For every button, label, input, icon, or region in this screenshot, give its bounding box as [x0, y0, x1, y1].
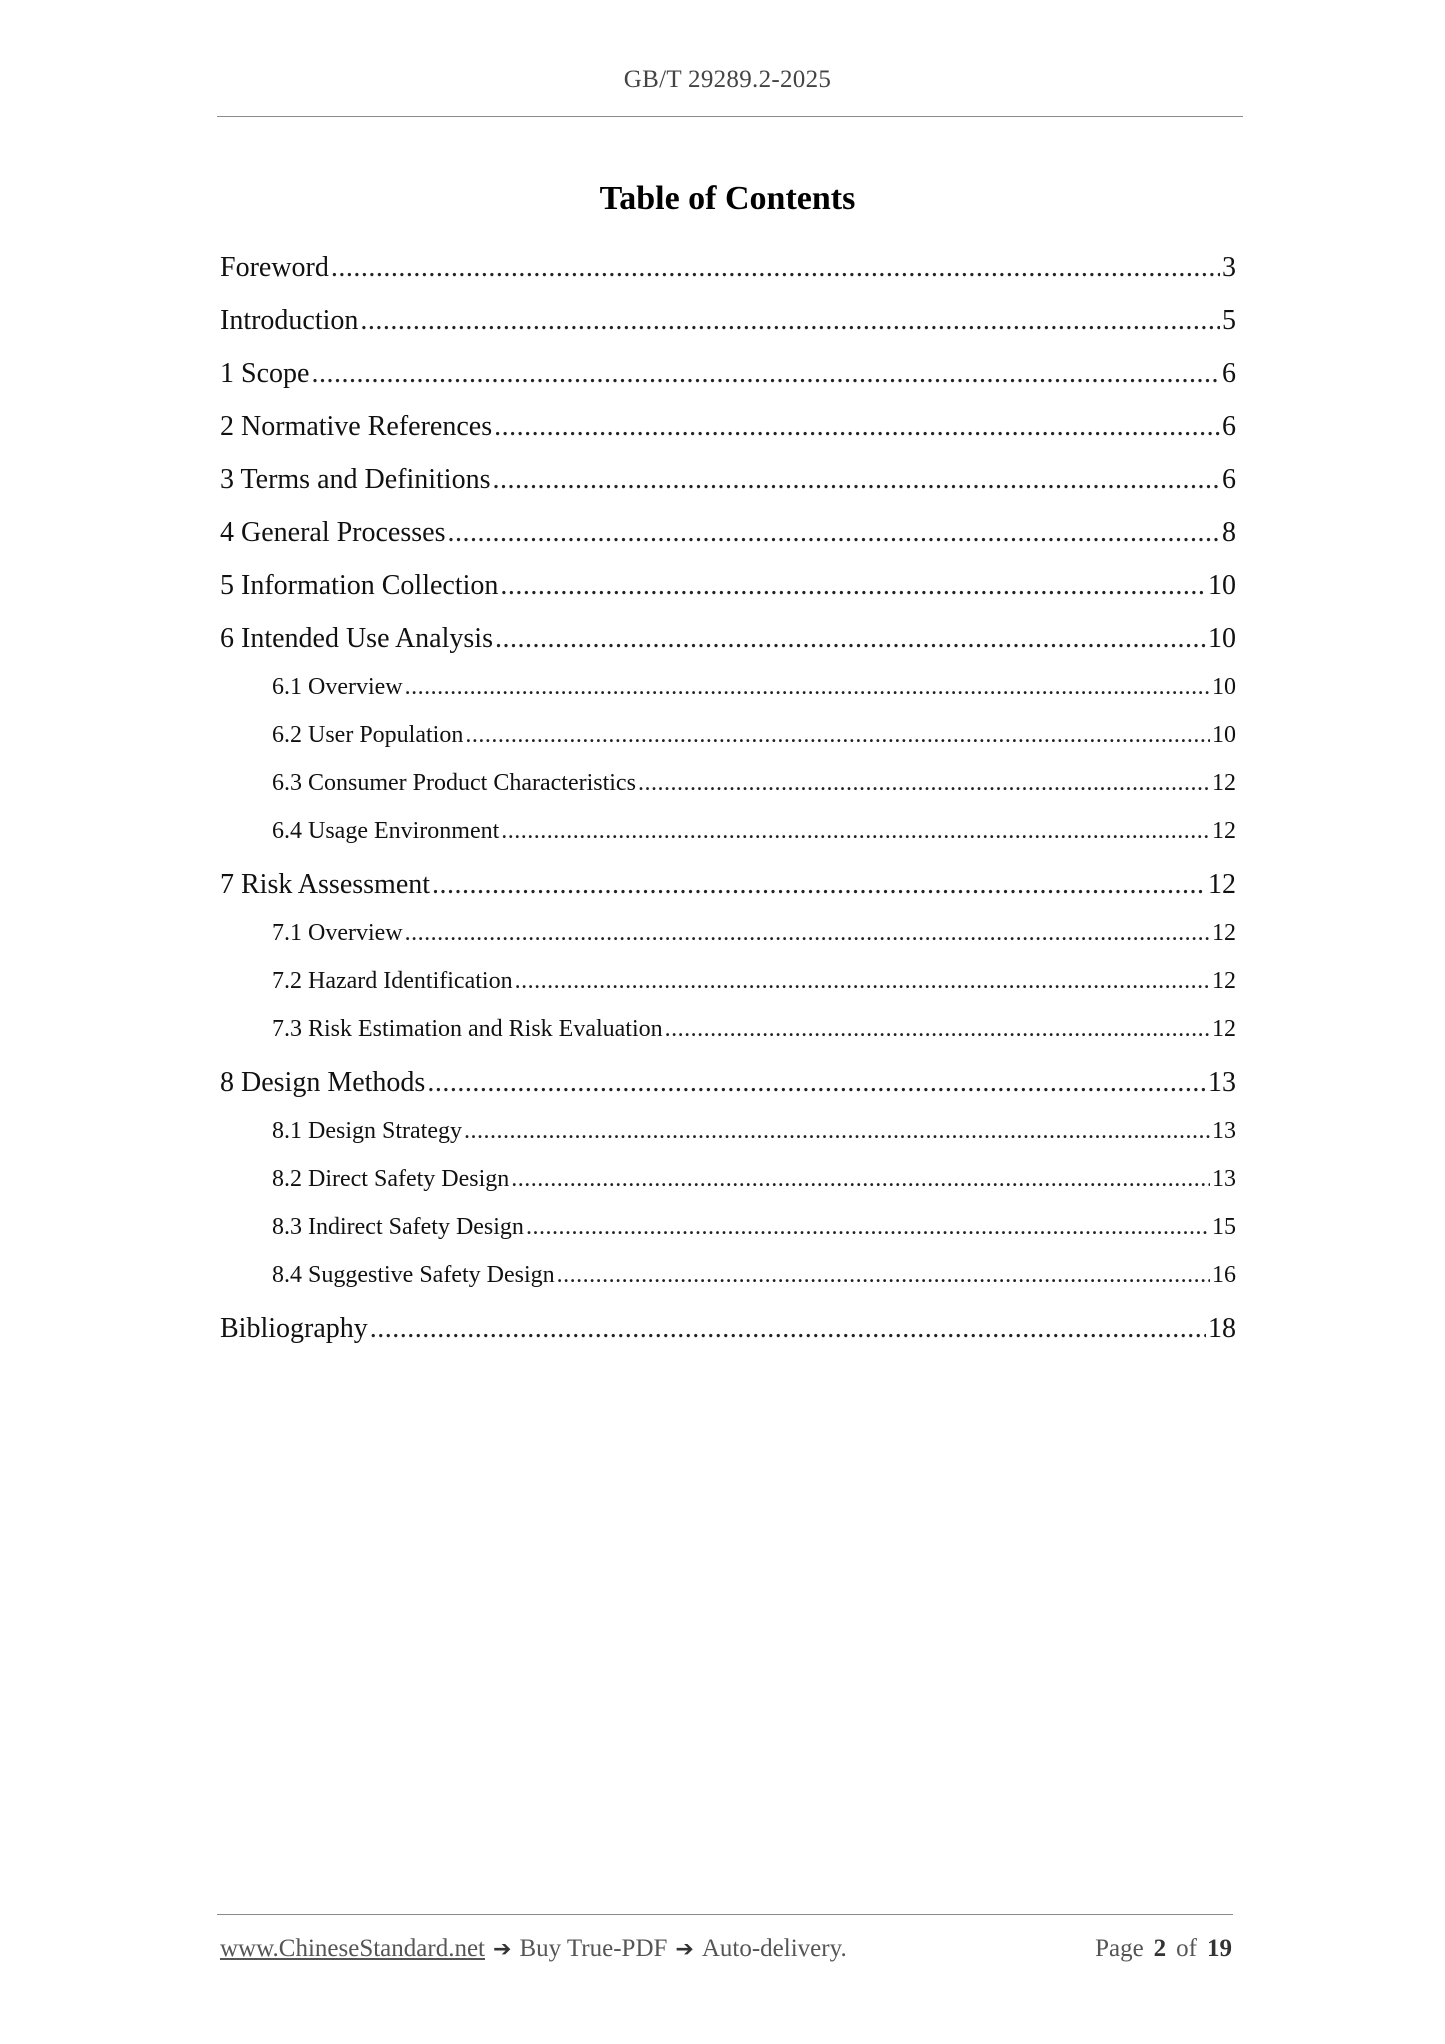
- toc-title: Table of Contents: [599, 180, 856, 217]
- toc-leader-dots: [432, 869, 1206, 901]
- footer-divider: [217, 1914, 1233, 1915]
- toc-entry-label: 7.2 Hazard Identification: [272, 968, 513, 994]
- toc-leader-dots: [665, 1016, 1210, 1043]
- toc-leader-dots: [370, 1313, 1206, 1345]
- toc-entry-page: 6: [1222, 358, 1236, 389]
- toc-entry-8-1-design-strategy[interactable]: [272, 1118, 1236, 1145]
- toc-leader-dots: [501, 818, 1210, 845]
- toc-leader-dots: [495, 623, 1206, 655]
- toc-leader-dots: [638, 770, 1210, 797]
- toc-entry-label: 6.2 User Population: [272, 722, 464, 748]
- header-divider: [217, 116, 1243, 117]
- toc-entry-8-2-direct-safety-design[interactable]: [272, 1166, 1236, 1193]
- toc-entry-normative-references[interactable]: [220, 411, 1236, 443]
- arrow-right-icon: ➔: [675, 1937, 694, 1962]
- toc-entry-terms-and-definitions[interactable]: [220, 464, 1236, 496]
- toc-leader-dots: [360, 305, 1220, 337]
- toc-entry-label: 2 Normative References: [220, 411, 493, 442]
- auto-delivery-text: Auto-delivery.: [701, 1935, 847, 1962]
- toc-entry-label: 4 General Processes: [220, 517, 446, 548]
- buy-true-pdf-text: Buy True-PDF: [519, 1935, 668, 1962]
- toc-entry-7-2-hazard-identification[interactable]: [272, 968, 1236, 995]
- toc-entry-page: 3: [1222, 252, 1236, 283]
- toc-entry-label: 6.4 Usage Environment: [272, 818, 500, 844]
- toc-entry-page: 10: [1208, 623, 1236, 654]
- toc-leader-dots: [405, 920, 1210, 947]
- toc-entry-information-collection[interactable]: [220, 570, 1236, 602]
- toc-leader-dots: [447, 517, 1220, 549]
- toc-entry-introduction[interactable]: [220, 305, 1236, 337]
- toc-entry-page: 6: [1222, 411, 1236, 442]
- toc-entry-label: 3 Terms and Definitions: [220, 464, 491, 495]
- toc-entry-scope[interactable]: [220, 358, 1236, 390]
- toc-entry-bibliography[interactable]: [220, 1313, 1236, 1345]
- toc-leader-dots: [511, 1166, 1210, 1193]
- toc-entry-page: 10: [1212, 674, 1236, 700]
- toc-entry-risk-assessment[interactable]: [220, 869, 1236, 901]
- toc-leader-dots: [465, 722, 1210, 749]
- toc-entry-label: Foreword: [220, 252, 329, 283]
- page-word: Page: [1095, 1935, 1144, 1962]
- toc-entry-label: 8 Design Methods: [220, 1067, 426, 1098]
- toc-entry-page: 12: [1212, 968, 1236, 994]
- toc-entry-page: 6: [1222, 464, 1236, 495]
- toc-entry-6-2-user-population[interactable]: [272, 722, 1236, 749]
- site-link[interactable]: www.ChineseStandard.net: [220, 1935, 485, 1962]
- toc-entry-label: 8.4 Suggestive Safety Design: [272, 1262, 555, 1288]
- toc-entry-page: 16: [1212, 1262, 1236, 1288]
- page-footer: [220, 1935, 1232, 1963]
- toc-entry-label: 7.3 Risk Estimation and Risk Evaluation: [272, 1016, 663, 1042]
- toc-entry-page: 12: [1212, 1016, 1236, 1042]
- toc-leader-dots: [500, 570, 1206, 602]
- toc-leader-dots: [494, 411, 1220, 443]
- toc-entry-page: 12: [1208, 869, 1236, 900]
- toc-entry-label: 6.1 Overview: [272, 674, 403, 700]
- toc-entry-page: 10: [1212, 722, 1236, 748]
- toc-entry-label: 8.3 Indirect Safety Design: [272, 1214, 524, 1240]
- toc-entry-label: 8.1 Design Strategy: [272, 1118, 462, 1144]
- toc-leader-dots: [557, 1262, 1210, 1289]
- toc-entry-intended-use-analysis[interactable]: [220, 623, 1236, 655]
- toc-entry-7-3-risk-estimation[interactable]: [272, 1016, 1236, 1043]
- toc-entry-page: 5: [1222, 305, 1236, 336]
- toc-entry-general-processes[interactable]: [220, 517, 1236, 549]
- toc-entry-foreword[interactable]: [220, 252, 1236, 284]
- toc-entry-8-4-suggestive-safety-design[interactable]: [272, 1262, 1236, 1289]
- toc-entry-page: 15: [1212, 1214, 1236, 1240]
- toc-entry-6-4-usage-environment[interactable]: [272, 818, 1236, 845]
- toc-entry-8-3-indirect-safety-design[interactable]: [272, 1214, 1236, 1241]
- toc-entry-label: 7 Risk Assessment: [220, 869, 431, 900]
- of-word: of: [1176, 1935, 1197, 1962]
- toc-entry-label: 6 Intended Use Analysis: [220, 623, 493, 654]
- toc-entry-label: 6.3 Consumer Product Characteristics: [272, 770, 636, 796]
- toc-leader-dots: [331, 252, 1220, 284]
- toc-leader-dots: [405, 674, 1210, 701]
- toc-entry-page: 13: [1212, 1166, 1236, 1192]
- toc-entry-page: 13: [1212, 1118, 1236, 1144]
- toc-entry-label: 8.2 Direct Safety Design: [272, 1166, 510, 1192]
- toc-entry-page: 13: [1208, 1067, 1236, 1098]
- toc-entry-6-1-overview[interactable]: [272, 674, 1236, 701]
- toc-entry-label: 7.1 Overview: [272, 920, 403, 946]
- document-header-code: GB/T 29289.2-2025: [623, 66, 832, 93]
- toc-entry-6-3-consumer-product-characteristics[interactable]: [272, 770, 1236, 797]
- toc-entry-label: 5 Information Collection: [220, 570, 499, 601]
- toc-entry-page: 18: [1208, 1313, 1236, 1344]
- toc-entry-page: 12: [1212, 770, 1236, 796]
- arrow-right-icon: ➔: [493, 1937, 512, 1962]
- footer-promo: [220, 1935, 847, 1963]
- toc-leader-dots: [311, 358, 1220, 390]
- toc-leader-dots: [464, 1118, 1210, 1145]
- toc-entry-7-1-overview[interactable]: [272, 920, 1236, 947]
- toc-entry-page: 12: [1212, 818, 1236, 844]
- toc-entry-label: Bibliography: [220, 1313, 368, 1344]
- current-page-number: 2: [1153, 1935, 1167, 1962]
- toc-leader-dots: [492, 464, 1220, 496]
- toc-entry-page: 12: [1212, 920, 1236, 946]
- toc-entry-label: 1 Scope: [220, 358, 310, 389]
- toc-entry-label: Introduction: [220, 305, 359, 336]
- toc-leader-dots: [526, 1214, 1210, 1241]
- toc-entry-page: 8: [1222, 517, 1236, 548]
- toc-entry-page: 10: [1208, 570, 1236, 601]
- toc-entry-design-methods[interactable]: [220, 1067, 1236, 1099]
- total-pages-number: 19: [1207, 1935, 1232, 1962]
- page-indicator: [1095, 1935, 1232, 1963]
- toc-leader-dots: [427, 1067, 1206, 1099]
- toc-leader-dots: [515, 968, 1210, 995]
